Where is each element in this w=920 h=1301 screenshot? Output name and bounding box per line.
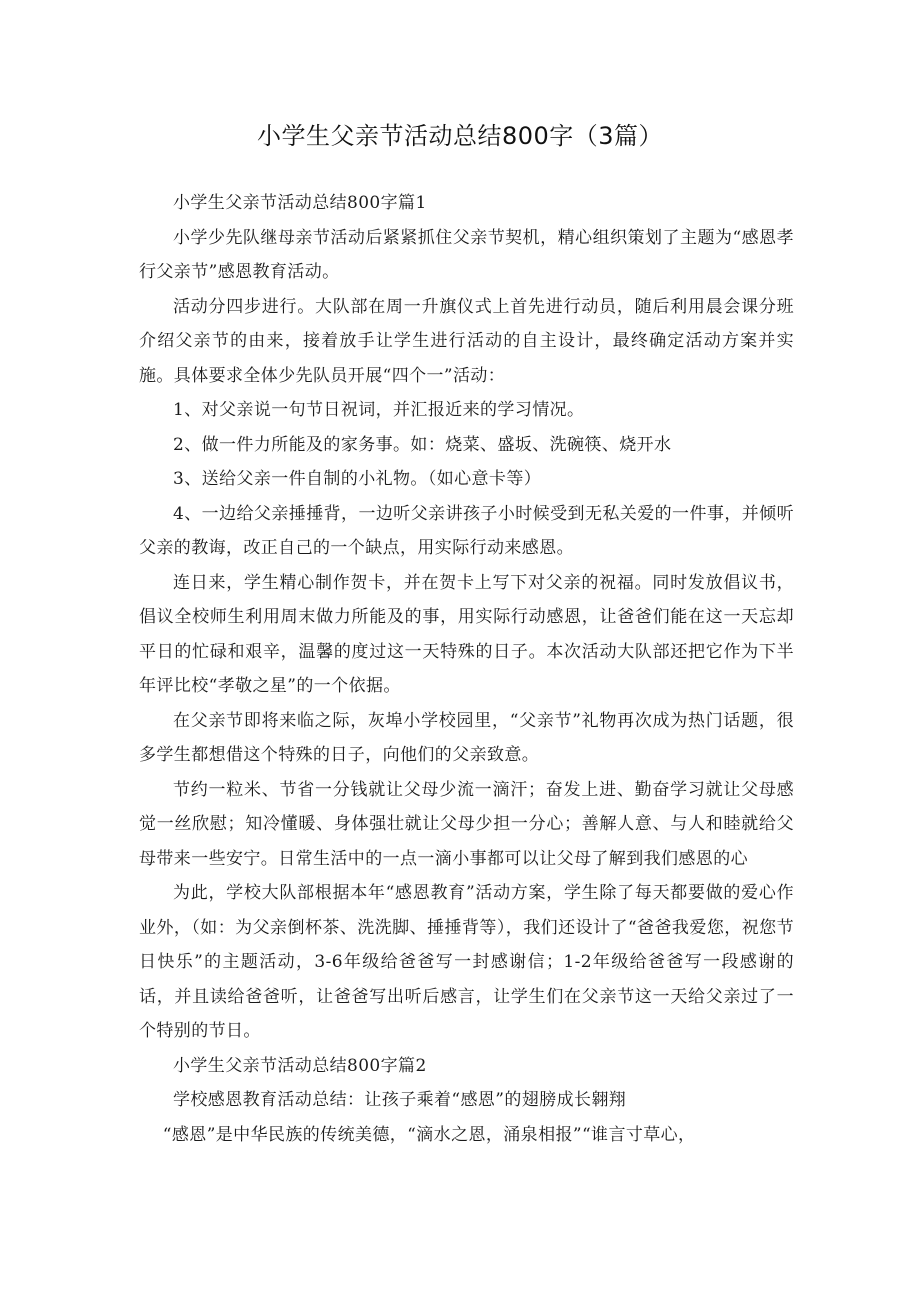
section-heading-2: 小学生父亲节活动总结800字篇2 <box>173 1055 427 1076</box>
document-title: 小学生父亲节活动总结800字（3篇） <box>256 122 664 150</box>
list-item: 1、对父亲说一句节日祝词，并汇报近来的学习情况。 <box>173 400 585 420</box>
paragraph: 在父亲节即将来临之际，灰埠小学校园里，“父亲节”礼物再次成为热门话题，很多学生都想借这个特殊的日子，向他们的父亲致意。 <box>139 710 794 765</box>
document-body <box>139 186 794 1152</box>
paragraph: 活动分四步进行。大队部在周一升旗仪式上首先进行动员，随后利用晨会课分班介绍父亲节的由来，接着放手让学生进行活动的自主设计，最终确定活动方案并实施。具体要求全体少先队员开展“四个一”活动： <box>139 296 794 386</box>
paragraph: 小学少先队继母亲节活动后紧紧抓住父亲节契机，精心组织策划了主题为“感恩孝行父亲节”感恩教育活动。 <box>139 227 794 282</box>
list-item: 3、送给父亲一件自制的小礼物。（如心意卡等） <box>173 469 542 489</box>
paragraph: “感恩”是中华民族的传统美德，“滴水之恩，涌泉相报”“谁言寸草心， <box>162 1124 696 1145</box>
paragraph: 节约一粒米、节省一分钱就让父母少流一滴汗；奋发上进、勤奋学习就让父母感觉一丝欣慰；知冷懂暖、身体强壮就让父母少担一分心；善解人意、与人和睦就给父母带来一些安宁。日常生活中的一点一滴小事都可以让父母了解到我们感恩的心 <box>139 779 794 869</box>
section-heading-1: 小学生父亲节活动总结800字篇1 <box>173 193 427 213</box>
paragraph: 为此，学校大队部根据本年“感恩教育”活动方案，学生除了每天都要做的爱心作业外，（如：为父亲倒杯茶、洗洗脚、捶捶背等），我们还设计了“爸爸我爱您，祝您节日快乐”的主题活动，3-6年级给爸爸写一封感谢信；1-2年级给爸爸写一段感谢的话，并且读给爸爸听，让爸爸写出听后感言，让学生们在父亲节这一天给父亲过了一个特别的节日。 <box>139 883 794 1041</box>
list-item: 4、一边给父亲捶捶背，一边听父亲讲孩子小时候受到无私关爱的一件事，并倾听父亲的教诲，改正自己的一个缺点，用实际行动来感恩。 <box>139 503 794 558</box>
paragraph: 学校感恩教育活动总结：让孩子乘着“感恩”的翅膀成长翱翔 <box>173 1090 627 1110</box>
list-item: 2、做一件力所能及的家务事。如：烧菜、盛坂、洗碗筷、烧开水 <box>173 434 672 455</box>
paragraph: 连日来，学生精心制作贺卡，并在贺卡上写下对父亲的祝福。同时发放倡议书，倡议全校师生利用周末做力所能及的事，用实际行动感恩，让爸爸们能在这一天忘却平日的忙碌和艰辛，温馨的度过这一天特殊的日子。本次活动大队部还把它作为下半年评比校“孝敬之星”的一个依据。 <box>139 572 794 696</box>
